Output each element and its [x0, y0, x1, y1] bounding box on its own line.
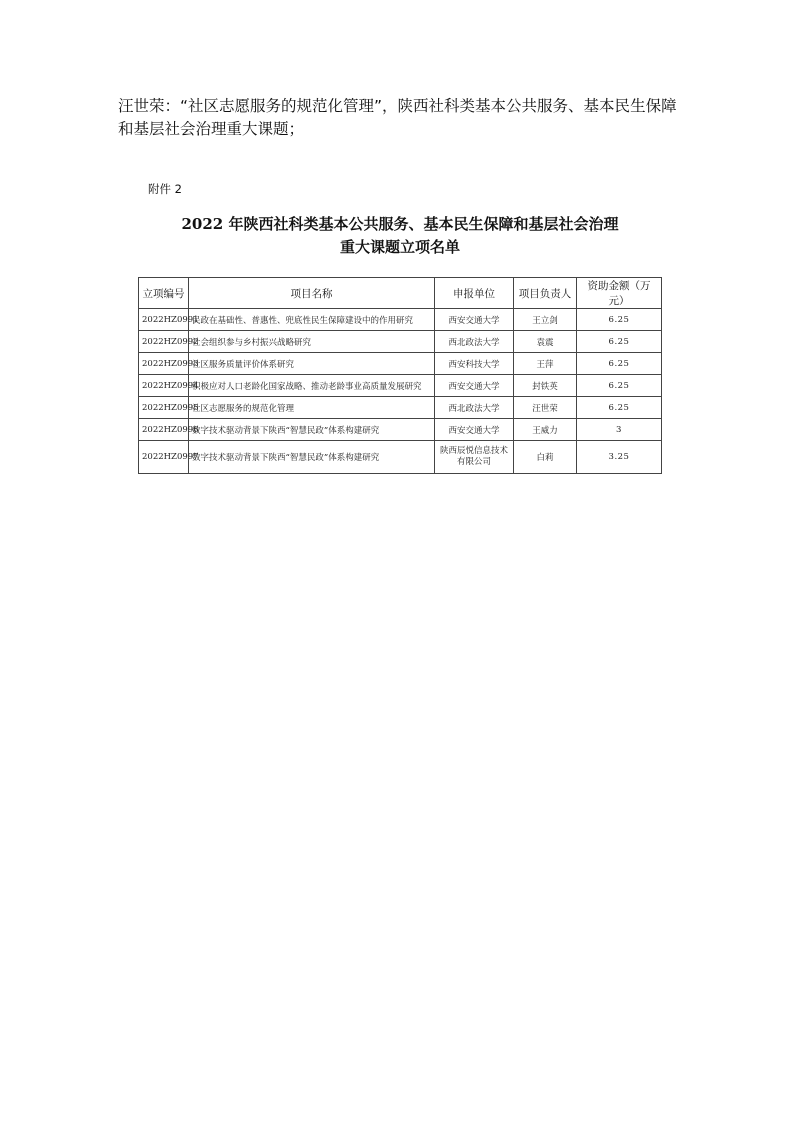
cell-unit: 陕西辰悦信息技术有限公司	[435, 441, 514, 474]
cell-fund: 6.25	[577, 375, 662, 397]
cell-code: 2022HZ0992	[139, 331, 189, 353]
header-name: 项目名称	[189, 278, 435, 309]
cell-lead: 汪世荣	[514, 397, 577, 419]
cell-lead: 王萍	[514, 353, 577, 375]
cell-fund: 6.25	[577, 397, 662, 419]
table-row	[139, 397, 662, 419]
cell-lead: 王威力	[514, 419, 577, 441]
cell-name: 社区志愿服务的规范化管理	[189, 397, 435, 419]
cell-unit: 西北政法大学	[435, 331, 514, 353]
table-row	[139, 309, 662, 331]
table-header-row	[139, 278, 662, 309]
header-code: 立项编号	[139, 278, 189, 309]
cell-name: 积极应对人口老龄化国家战略、推动老龄事业高质量发展研究	[189, 375, 435, 397]
cell-fund: 6.25	[577, 309, 662, 331]
project-list-table	[138, 277, 662, 474]
cell-unit: 西北政法大学	[435, 397, 514, 419]
cell-unit: 西安科技大学	[435, 353, 514, 375]
cell-code: 2022HZ0997	[139, 441, 189, 474]
cell-fund: 6.25	[577, 331, 662, 353]
table-row	[139, 353, 662, 375]
table-row	[139, 375, 662, 397]
cell-code: 2022HZ0996	[139, 419, 189, 441]
cell-code: 2022HZ0991	[139, 309, 189, 331]
header-lead: 项目负责人	[514, 278, 577, 309]
cell-lead: 王立剑	[514, 309, 577, 331]
table-row	[139, 419, 662, 441]
document-title	[140, 213, 660, 259]
cell-unit: 西安交通大学	[435, 375, 514, 397]
cell-name: 社区服务质量评价体系研究	[189, 353, 435, 375]
cell-name: 数字技术驱动背景下陕西“智慧民政”体系构建研究	[189, 419, 435, 441]
header-fund: 资助金额（万元）	[577, 278, 662, 309]
cell-lead: 封铁英	[514, 375, 577, 397]
cell-code: 2022HZ0994	[139, 375, 189, 397]
cell-lead: 袁震	[514, 331, 577, 353]
table-row	[139, 331, 662, 353]
intro-paragraph: 汪世荣：“社区志愿服务的规范化管理”，陕西社科类基本公共服务、基本民生保障和基层社会治理重大课题；	[118, 97, 677, 138]
cell-lead: 白莉	[514, 441, 577, 474]
cell-name: 数字技术驱动背景下陕西“智慧民政”体系构建研究	[189, 441, 435, 474]
cell-name: 社会组织参与乡村振兴战略研究	[189, 331, 435, 353]
cell-code: 2022HZ0995	[139, 397, 189, 419]
cell-code: 2022HZ0993	[139, 353, 189, 375]
cell-fund: 6.25	[577, 353, 662, 375]
header-unit: 申报单位	[435, 278, 514, 309]
cell-unit: 西安交通大学	[435, 419, 514, 441]
cell-name: 民政在基础性、普惠性、兜底性民生保障建设中的作用研究	[189, 309, 435, 331]
cell-fund: 3.25	[577, 441, 662, 474]
cell-unit: 西安交通大学	[435, 309, 514, 331]
table-row	[139, 441, 662, 474]
title-line-1: 2022 年陕西社科类基本公共服务、基本民生保障和基层社会治理	[181, 215, 619, 233]
cell-fund: 3	[577, 419, 662, 441]
attachment-label: 附件 2	[148, 182, 182, 196]
title-line-2: 重大课题立项名单	[339, 238, 460, 256]
